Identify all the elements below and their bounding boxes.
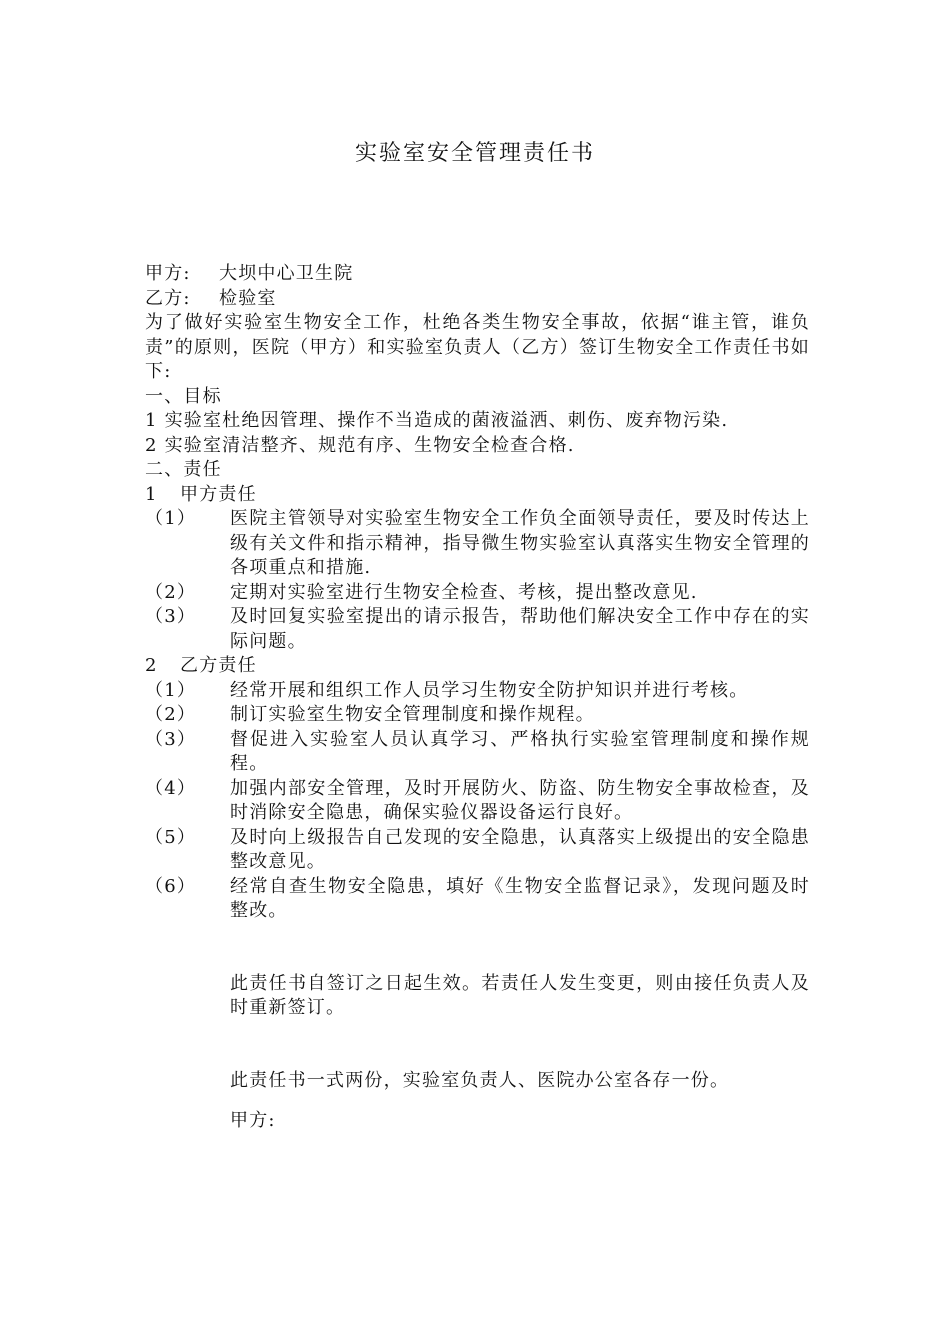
spacer <box>145 924 810 972</box>
party-a-value: 大坝中心卫生院 <box>219 263 354 284</box>
party-b-label: 乙方: <box>145 287 191 309</box>
item-number: （3） <box>145 606 197 627</box>
party-a-item-1 <box>145 507 810 581</box>
item-number: （4） <box>145 777 197 799</box>
party-a-responsibility-num: 1 <box>145 483 158 505</box>
item-text: 督促进入实验室人员认真学习、严格执行实验室管理制度和操作规程。 <box>230 728 810 774</box>
item-number: （3） <box>145 728 197 750</box>
item-text: 经常开展和组织工作人员学习生物安全防护知识并进行考核。 <box>230 679 749 701</box>
item-text: 制订实验室生物安全管理制度和操作规程。 <box>230 704 595 725</box>
closing-copies: 此责任书一式两份，实验室负责人、医院办公室各存一份。 <box>230 1069 730 1091</box>
party-b-responsibility-heading <box>145 654 810 679</box>
spacer <box>145 1093 810 1109</box>
party-b-item-6 <box>145 875 810 924</box>
item-number: （1） <box>145 679 197 701</box>
party-b-line <box>145 287 810 312</box>
item-text: 定期对实验室进行生物安全检查、考核，提出整改意见. <box>230 581 698 603</box>
item-number: （1） <box>145 508 197 529</box>
item-number: （5） <box>145 826 197 848</box>
item-text: 医院主管领导对实验室生物安全工作负全面领导责任，要及时传达上级有关文件和指示精神，指导微生物实验室认真落实生物安全管理的各项重点和措施. <box>230 508 810 578</box>
item-text: 经常自查生物安全隐患，填好《生物安全监督记录》，发现问题及时整改。 <box>230 875 810 921</box>
signature-party-a: 甲方: <box>230 1110 276 1131</box>
party-a-line <box>145 262 810 287</box>
party-b-responsibility-label: 乙方责任 <box>180 655 257 676</box>
party-a-responsibility-label: 甲方责任 <box>180 483 257 505</box>
item-number: （2） <box>145 581 197 603</box>
item-text: 及时回复实验室提出的请示报告，帮助他们解决安全工作中存在的实际问题。 <box>230 606 810 652</box>
party-b-item-1 <box>145 679 810 704</box>
document-body <box>145 262 810 1134</box>
goal-item-2: 2 实验室清洁整齐、规范有序、生物安全检查合格. <box>145 434 575 456</box>
item-number: （6） <box>145 875 197 897</box>
party-b-item-5 <box>145 826 810 875</box>
party-b-value: 检验室 <box>219 287 277 309</box>
party-b-item-3 <box>145 728 810 777</box>
party-b-item-2 <box>145 703 810 728</box>
item-text: 加强内部安全管理，及时开展防火、防盗、防生物安全事故检查，及时消除安全隐患，确保实验仪器设备运行良好。 <box>230 777 810 823</box>
item-text: 及时向上级报告自己发现的安全隐患，认真落实上级提出的安全隐患整改意见。 <box>230 826 810 872</box>
spacer <box>145 1021 810 1069</box>
party-b-responsibility-num: 2 <box>145 655 158 676</box>
item-number: （2） <box>145 704 197 725</box>
party-a-item-3 <box>145 605 810 654</box>
section-responsibility-heading: 二、责任 <box>145 459 222 480</box>
party-b-item-4 <box>145 777 810 826</box>
goal-item-1: 1 实验室杜绝因管理、操作不当造成的菌液溢洒、刺伤、废弃物污染. <box>145 410 729 431</box>
party-a-responsibility-heading <box>145 483 810 508</box>
party-a-label: 甲方: <box>145 263 191 284</box>
intro-paragraph: 为了做好实验室生物安全工作，杜绝各类生物安全事故，依据“谁主管，谁负责”的原则，医院（甲方）和实验室负责人（乙方）签订生物安全工作责任书如下: <box>145 312 810 382</box>
party-a-item-2 <box>145 581 810 606</box>
document-title: 实验室安全管理责任书 <box>354 141 595 166</box>
closing-effective: 此责任书自签订之日起生效。若责任人发生变更，则由接任负责人及时重新签订。 <box>230 972 810 1018</box>
section-goals-heading: 一、目标 <box>145 385 222 407</box>
